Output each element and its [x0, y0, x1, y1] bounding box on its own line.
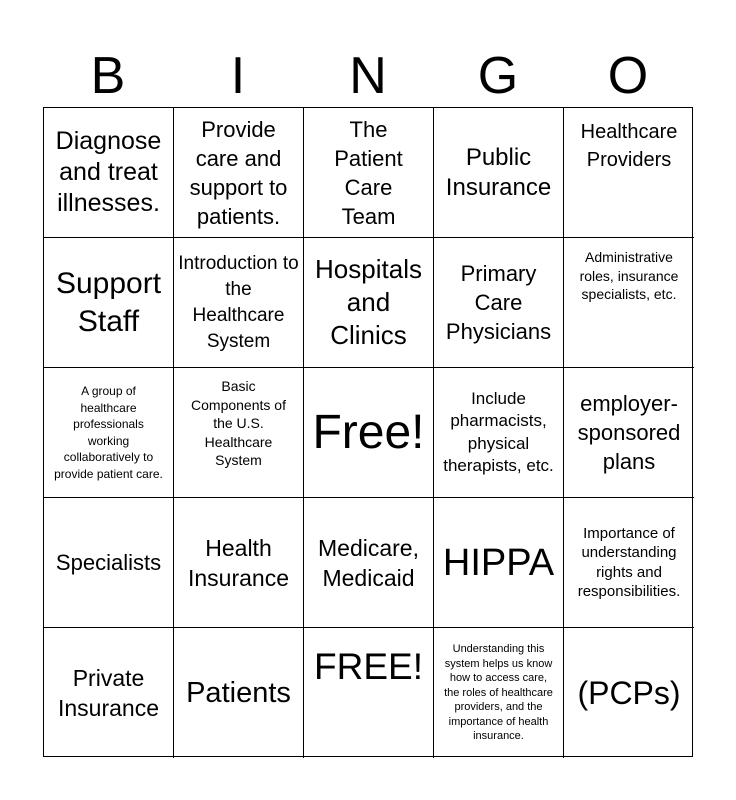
header-letter-n: N	[349, 47, 387, 105]
bingo-cell[interactable]	[44, 628, 174, 758]
bingo-cell-text: HIPPA	[442, 541, 555, 584]
bingo-cell[interactable]	[174, 498, 304, 628]
bingo-cell-text: Free!	[312, 405, 425, 459]
bingo-cell[interactable]	[434, 108, 564, 238]
bingo-cell[interactable]	[304, 628, 434, 758]
bingo-cell[interactable]	[174, 368, 304, 498]
bingo-cell[interactable]	[564, 498, 694, 628]
bingo-cell-text: Hospitals and Clinics	[315, 254, 422, 350]
bingo-cell-text: Medicare, Medicaid	[318, 534, 419, 591]
bingo-cell[interactable]	[434, 368, 564, 498]
bingo-cell-text: Specialists	[55, 550, 162, 575]
bingo-cell[interactable]	[434, 628, 564, 758]
bingo-cell-text: Patients	[186, 677, 291, 709]
bingo-cell[interactable]	[564, 368, 694, 498]
bingo-cell[interactable]	[174, 108, 304, 238]
bingo-cell-text: The Patient Care Team	[334, 116, 403, 229]
bingo-cell-text: A group of healthcare professionals working collaboratively to provide patient care.	[54, 384, 163, 481]
bingo-cell-text: Support Staff	[55, 266, 162, 338]
bingo-cell-text: Importance of understanding rights and responsibilities.	[577, 524, 681, 600]
bingo-cell-text: FREE!	[314, 646, 423, 687]
bingo-header	[43, 46, 693, 106]
header-letter-o: O	[607, 47, 649, 105]
bingo-cell-text: Diagnose and treat illnesses.	[55, 127, 162, 217]
bingo-cell[interactable]	[434, 238, 564, 368]
bingo-cell-text: Basic Components of the U.S. Healthcare System	[191, 378, 286, 468]
bingo-cell-text: (PCPs)	[577, 675, 681, 711]
bingo-cell-text: Private Insurance	[57, 665, 159, 721]
header-letter-g: G	[477, 47, 519, 105]
bingo-cell[interactable]	[44, 368, 174, 498]
bingo-cell[interactable]	[304, 498, 434, 628]
header-letter-b: B	[90, 47, 126, 105]
bingo-cell[interactable]	[434, 498, 564, 628]
bingo-cell[interactable]	[44, 108, 174, 238]
bingo-cell-text: Health Insurance	[187, 534, 289, 591]
bingo-cell-text: Understanding this system helps us know how to access care, the roles of healthcare providers, and the importance of health insurance.	[444, 643, 553, 743]
bingo-card-grid	[43, 107, 693, 757]
bingo-cell-text: employer-sponsored plans	[577, 391, 681, 474]
bingo-cell[interactable]	[44, 238, 174, 368]
bingo-cell-text: Primary Care Physicians	[445, 261, 552, 344]
bingo-cell-text: Public Insurance	[445, 143, 552, 201]
bingo-cell[interactable]	[304, 108, 434, 238]
bingo-cell[interactable]	[44, 498, 174, 628]
bingo-cell[interactable]	[174, 238, 304, 368]
bingo-cell[interactable]	[564, 108, 694, 238]
bingo-cell-text: Administrative roles, insurance specialists, etc.	[579, 249, 679, 302]
bingo-cell-text: Include pharmacists, physical therapists, etc.	[443, 388, 554, 475]
bingo-cell-text: Provide care and support to patients.	[189, 116, 288, 229]
bingo-cell-text: Introduction to the Healthcare System	[178, 252, 299, 352]
header-letter-i: I	[230, 47, 246, 105]
bingo-cell[interactable]	[564, 628, 694, 758]
bingo-cell[interactable]	[174, 628, 304, 758]
bingo-cell[interactable]	[564, 238, 694, 368]
bingo-cell[interactable]	[304, 238, 434, 368]
bingo-cell[interactable]	[304, 368, 434, 498]
bingo-cell-text: Healthcare Providers	[580, 121, 678, 171]
